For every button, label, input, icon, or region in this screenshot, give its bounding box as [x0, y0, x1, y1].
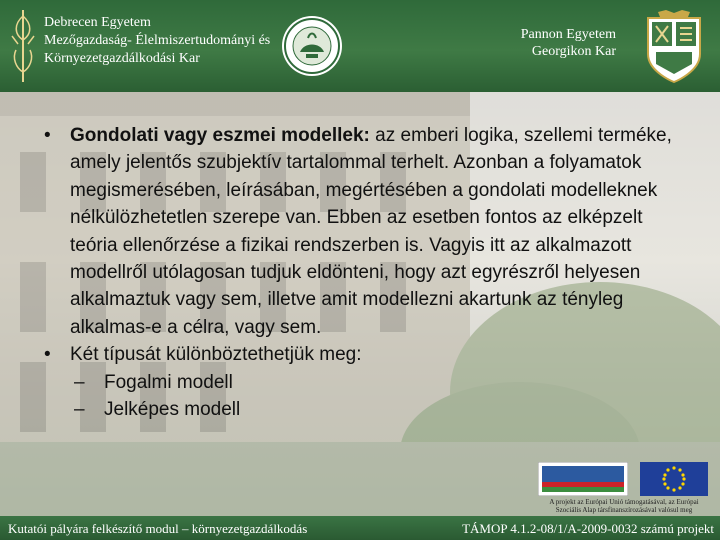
- header-right-title: [500, 26, 616, 60]
- uj-magyarorszag-logo-icon: [538, 462, 628, 496]
- bullet-item-2: [44, 341, 684, 368]
- sub-item-1-text: Fogalmi modell: [104, 371, 233, 393]
- header-right-line-1: Pannon Egyetem: [520, 27, 616, 42]
- header-left-line-2: Mezőgazdaság- Élelmiszertudományi és: [44, 33, 271, 48]
- sub-item-1: [44, 369, 684, 396]
- dash-symbol: –: [74, 371, 85, 393]
- eu-flag-icon: [640, 462, 708, 496]
- dash-symbol: –: [74, 399, 85, 421]
- header-left-line-1: Debrecen Egyetem: [44, 15, 151, 30]
- header-left-title: [44, 14, 270, 68]
- funding-caption-line-2: Szociális Alap társfinanszírozásával valósul meg: [555, 506, 693, 514]
- bullet-2-text: Két típusát különböztethetjük meg:: [70, 344, 362, 366]
- footer-module-title: Kutatói pályára felkészítő modul – környezetgazdálkodás: [8, 521, 308, 536]
- slide-body: [44, 122, 684, 423]
- bullet-1-term: Gondolati vagy eszmei modellek:: [70, 125, 370, 146]
- sub-item-2-text: Jelképes modell: [104, 399, 241, 421]
- university-seal-icon: [280, 14, 344, 78]
- header-band: [0, 0, 720, 92]
- footer-project-id: TÁMOP 4.1.2-08/1/A-2009-0032 számú projekt: [462, 521, 714, 536]
- bullet-symbol: •: [44, 125, 51, 146]
- georgikon-crest-icon: [640, 8, 708, 86]
- debrecen-logo-icon: [6, 6, 40, 86]
- funding-caption: [532, 498, 716, 514]
- funding-caption-line-1: A projekt az Európai Unió támogatásával, az Európai: [549, 498, 699, 506]
- sub-item-2: [44, 396, 684, 423]
- header-left-line-3: Környezetgazdálkodási Kar: [44, 51, 200, 66]
- bullet-item-1: [44, 122, 684, 341]
- header-right-line-2: Georgikon Kar: [531, 44, 616, 59]
- footer-band: [0, 516, 720, 540]
- bullet-1-text: az emberi logika, szellemi terméke, amely jelentős szubjektív tartalommal terhelt. Azonban a folyamatok megismerésében, leírásában, megértésében a gondolati modelleknek nélkülözhetetlen szerepe van. Ebben az esetben fontos az elképzelt teória ellenőrzése a fizikai rendszerben is. Vagyis itt az alkalmazott modellről utólagosan tudjuk eldönteni, hogy azt egyrészről helyesen alkalmaztuk vagy sem, illetve amit modellezni akartunk az tényleg alkalmas-e a célra, vagy sem.: [70, 125, 672, 338]
- bullet-symbol: •: [44, 344, 51, 366]
